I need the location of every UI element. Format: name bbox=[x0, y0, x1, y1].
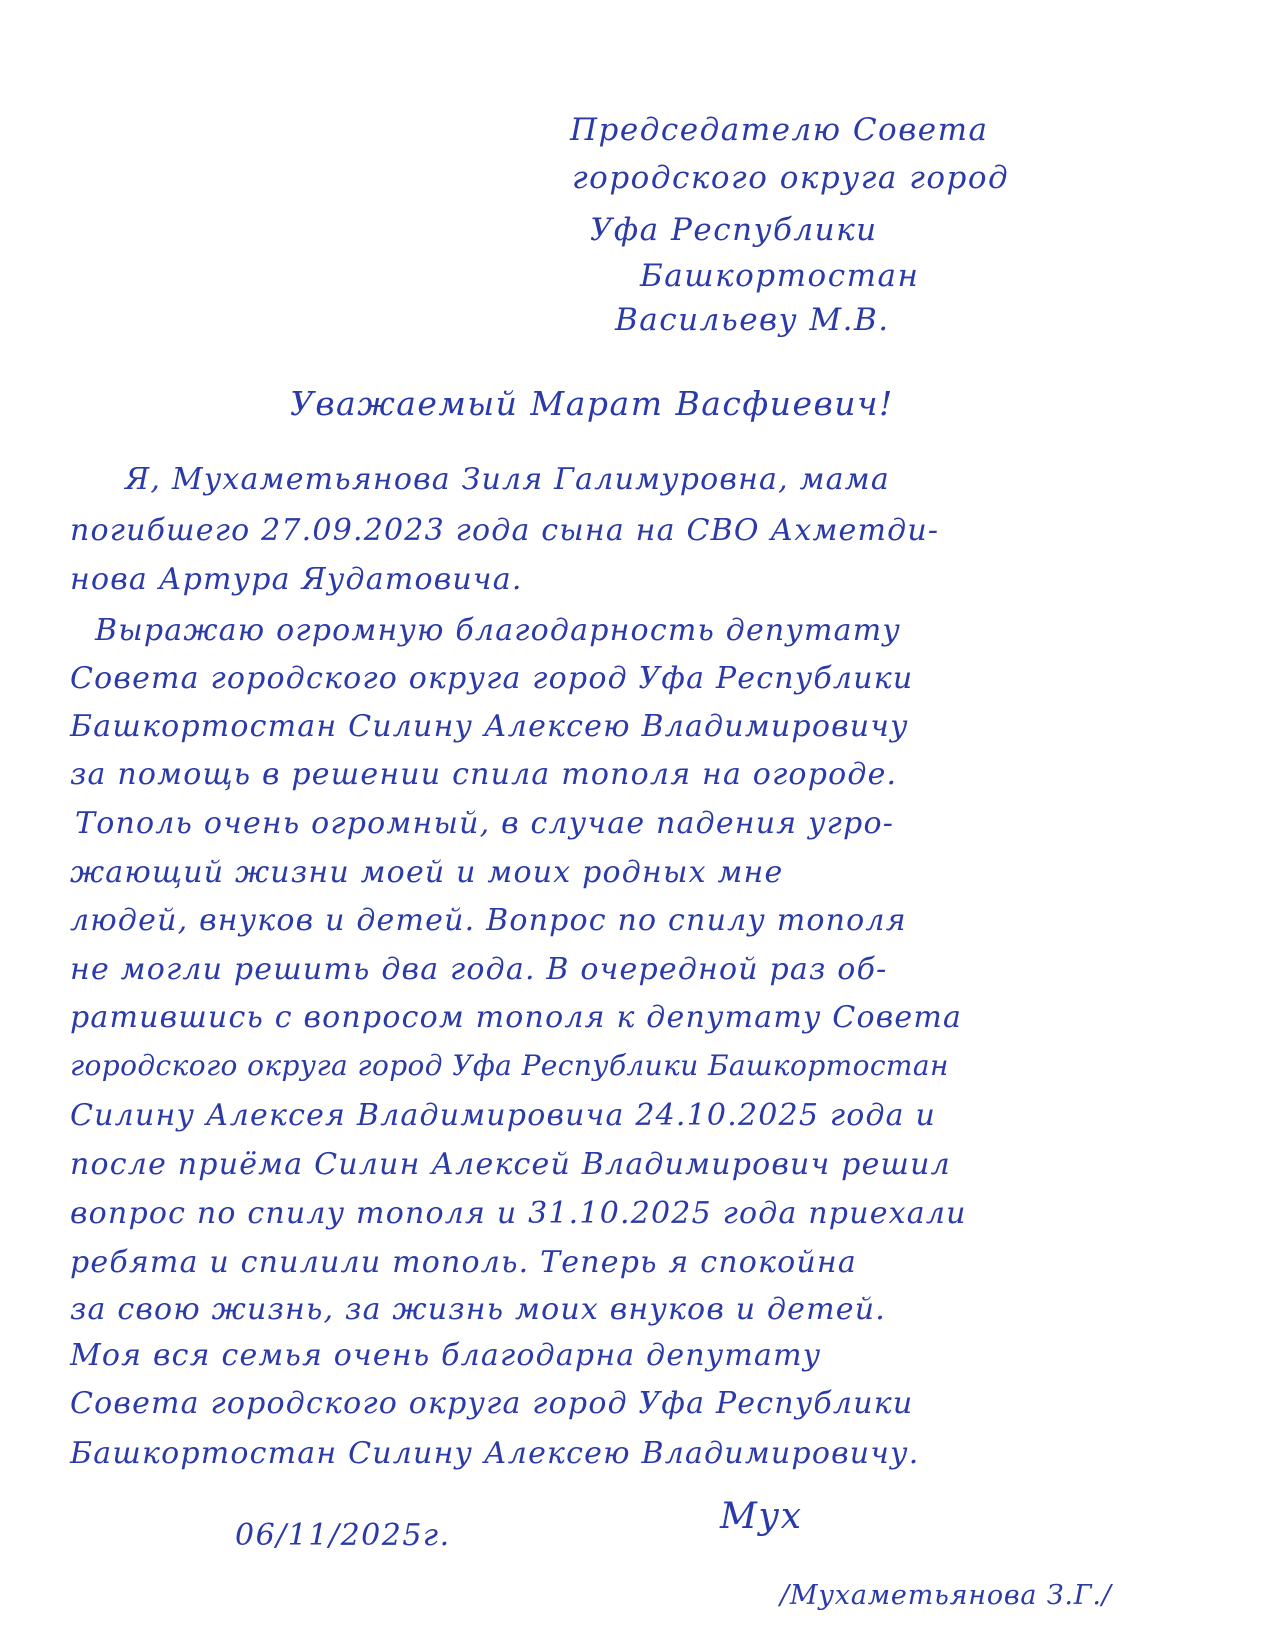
body-line: погибшего 27.09.2023 года сына на СВО Ахметди- bbox=[70, 513, 940, 548]
body-line: Моя вся семья очень благодарна депутату bbox=[70, 1338, 822, 1373]
body-line: после приёма Силин Алексей Владимирович решил bbox=[70, 1147, 951, 1182]
addressee-line: Уфа Республики bbox=[590, 212, 878, 248]
body-line: ребята и спилили тополь. Теперь я спокойна bbox=[70, 1245, 857, 1280]
body-line: за помощь в решении спила тополя на огороде. bbox=[70, 757, 898, 792]
addressee-line: Председателю Совета bbox=[570, 112, 989, 148]
letter-date: 06/11/2025г. bbox=[235, 1518, 451, 1553]
signature: Мух bbox=[720, 1496, 803, 1537]
addressee-line: городского округа город bbox=[572, 160, 1010, 196]
body-line: Я, Мухаметьянова Зиля Галимуровна, мама bbox=[125, 462, 890, 497]
body-line: городского округа город Уфа Республики Башкортостан bbox=[70, 1049, 949, 1082]
addressee-line: Башкортостан bbox=[640, 258, 920, 294]
body-line: жающий жизни моей и моих родных мне bbox=[70, 855, 784, 890]
body-line: Башкортостан Силину Алексею Владимировичу bbox=[70, 709, 909, 744]
body-line: Выражаю огромную благодарность депутату bbox=[95, 613, 902, 648]
body-line: Силину Алексея Владимировича 24.10.2025 года и bbox=[70, 1098, 937, 1133]
addressee-line: Васильеву М.В. bbox=[615, 302, 890, 338]
body-line: вопрос по спилу тополя и 31.10.2025 года приехали bbox=[70, 1196, 967, 1231]
body-line: Совета городского округа город Уфа Республики bbox=[70, 1386, 914, 1421]
body-line: людей, внуков и детей. Вопрос по спилу тополя bbox=[70, 903, 907, 938]
body-line: не могли решить два года. В очередной раз об- bbox=[70, 952, 888, 987]
body-line: ратившись с вопросом тополя к депутату Совета bbox=[70, 1000, 963, 1035]
body-line: Башкортостан Силину Алексею Владимировичу. bbox=[70, 1436, 920, 1471]
body-line: за свою жизнь, за жизнь моих внуков и детей. bbox=[70, 1292, 886, 1327]
signature-name: /Мухаметьянова З.Г./ bbox=[780, 1580, 1112, 1611]
salutation: Уважаемый Марат Васфиевич! bbox=[290, 384, 894, 423]
body-line: нова Артура Яудатовича. bbox=[70, 562, 523, 597]
body-line: Совета городского округа город Уфа Республики bbox=[70, 661, 914, 696]
body-line: Тополь очень огромный, в случае падения угро- bbox=[75, 806, 895, 841]
